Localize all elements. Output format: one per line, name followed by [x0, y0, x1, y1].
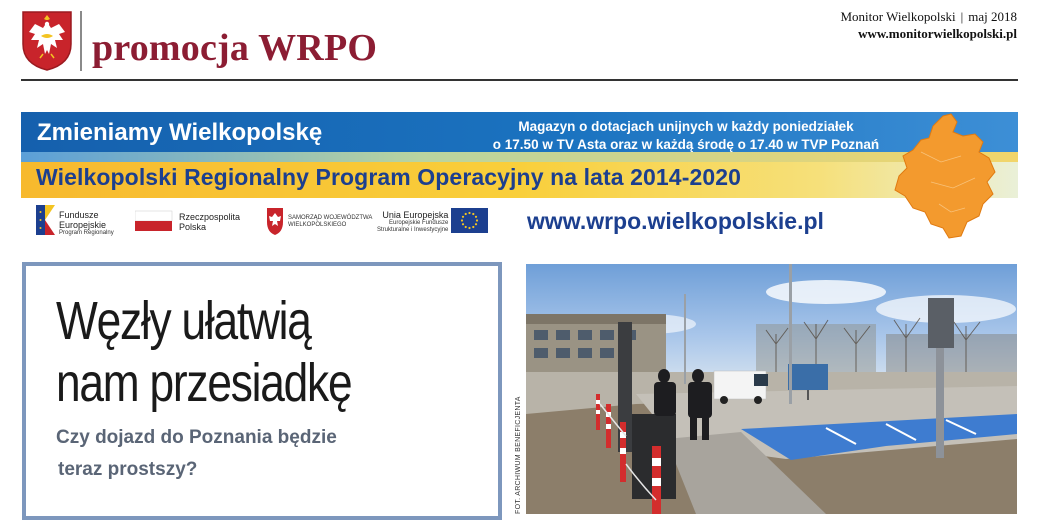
- sw-line-1: SAMORZĄD WOJEWÓDZTWA: [288, 215, 373, 221]
- rzeczpospolita-text: [179, 212, 240, 232]
- publication-website[interactable]: www.monitorwielkopolski.pl: [858, 26, 1017, 41]
- polish-flag-icon: [135, 204, 173, 238]
- samorzad-text: [288, 215, 372, 229]
- wielkopolska-crest-icon: [21, 10, 73, 72]
- article-headline-box: [22, 262, 502, 520]
- article-headline: [56, 290, 351, 414]
- fundusze-europejskie-text: [59, 210, 114, 237]
- ue-line-3: Strukturalne i Inwestycyjne: [377, 227, 449, 233]
- sw-line-2: WIELKOPOLSKIEGO: [288, 222, 347, 228]
- rp-line-1: Rzeczpospolita: [179, 212, 241, 222]
- headline-line-1: Węzły ułatwią: [56, 291, 311, 351]
- section-title: promocja WRPO: [92, 27, 378, 69]
- ue-line-2: Europejskie Fundusze: [389, 220, 449, 226]
- magazine-line-1: Magazyn o dotacjach unijnych w każdy poniedziałek: [518, 119, 854, 134]
- header-rule: [21, 79, 1018, 81]
- issue-date: maj 2018: [968, 9, 1017, 24]
- fe-line-2: Europejskie: [59, 220, 107, 230]
- wrpo-banner: [21, 112, 1018, 241]
- fe-line-3: Program Regionalny: [59, 230, 114, 236]
- magazine-line-2: o 17.50 w TV Asta oraz w każdą środę o 17.40 w TVP Poznań: [492, 137, 880, 152]
- separator: |: [960, 9, 964, 24]
- eu-flag-icon: [451, 204, 489, 238]
- wielkopolska-map-icon: [891, 112, 1018, 241]
- banner-url-link[interactable]: www.wrpo.wielkopolskie.pl: [527, 208, 824, 234]
- fe-line-1: Fundusze: [59, 210, 99, 220]
- article-photo-transfer-hub: [526, 264, 1017, 514]
- photo-credit: FOT. ARCHIWUM BENEFICJENTA: [515, 396, 522, 514]
- ue-line-1: Unia Europejska: [382, 210, 449, 220]
- banner-magazine-info: [491, 118, 881, 154]
- header-divider: [80, 11, 82, 71]
- fundusze-europejskie-logo-icon: [36, 204, 56, 238]
- samorzad-crest-icon: [265, 204, 285, 238]
- publication-line: [840, 9, 1017, 25]
- rp-line-2: Polska: [179, 222, 207, 232]
- article-subtitle-line-2: teraz prostszy?: [58, 459, 198, 480]
- publication-name: Monitor Wielkopolski: [840, 9, 956, 24]
- banner-title: Zmieniamy Wielkopolskę: [37, 119, 323, 146]
- unia-europejska-text: [377, 210, 448, 234]
- banner-program-title: Wielkopolski Regionalny Program Operacyjny na lata 2014-2020: [36, 164, 742, 190]
- headline-line-2: nam przesiadkę: [56, 353, 352, 413]
- article-subtitle-line-1: Czy dojazd do Poznania będzie: [56, 427, 337, 448]
